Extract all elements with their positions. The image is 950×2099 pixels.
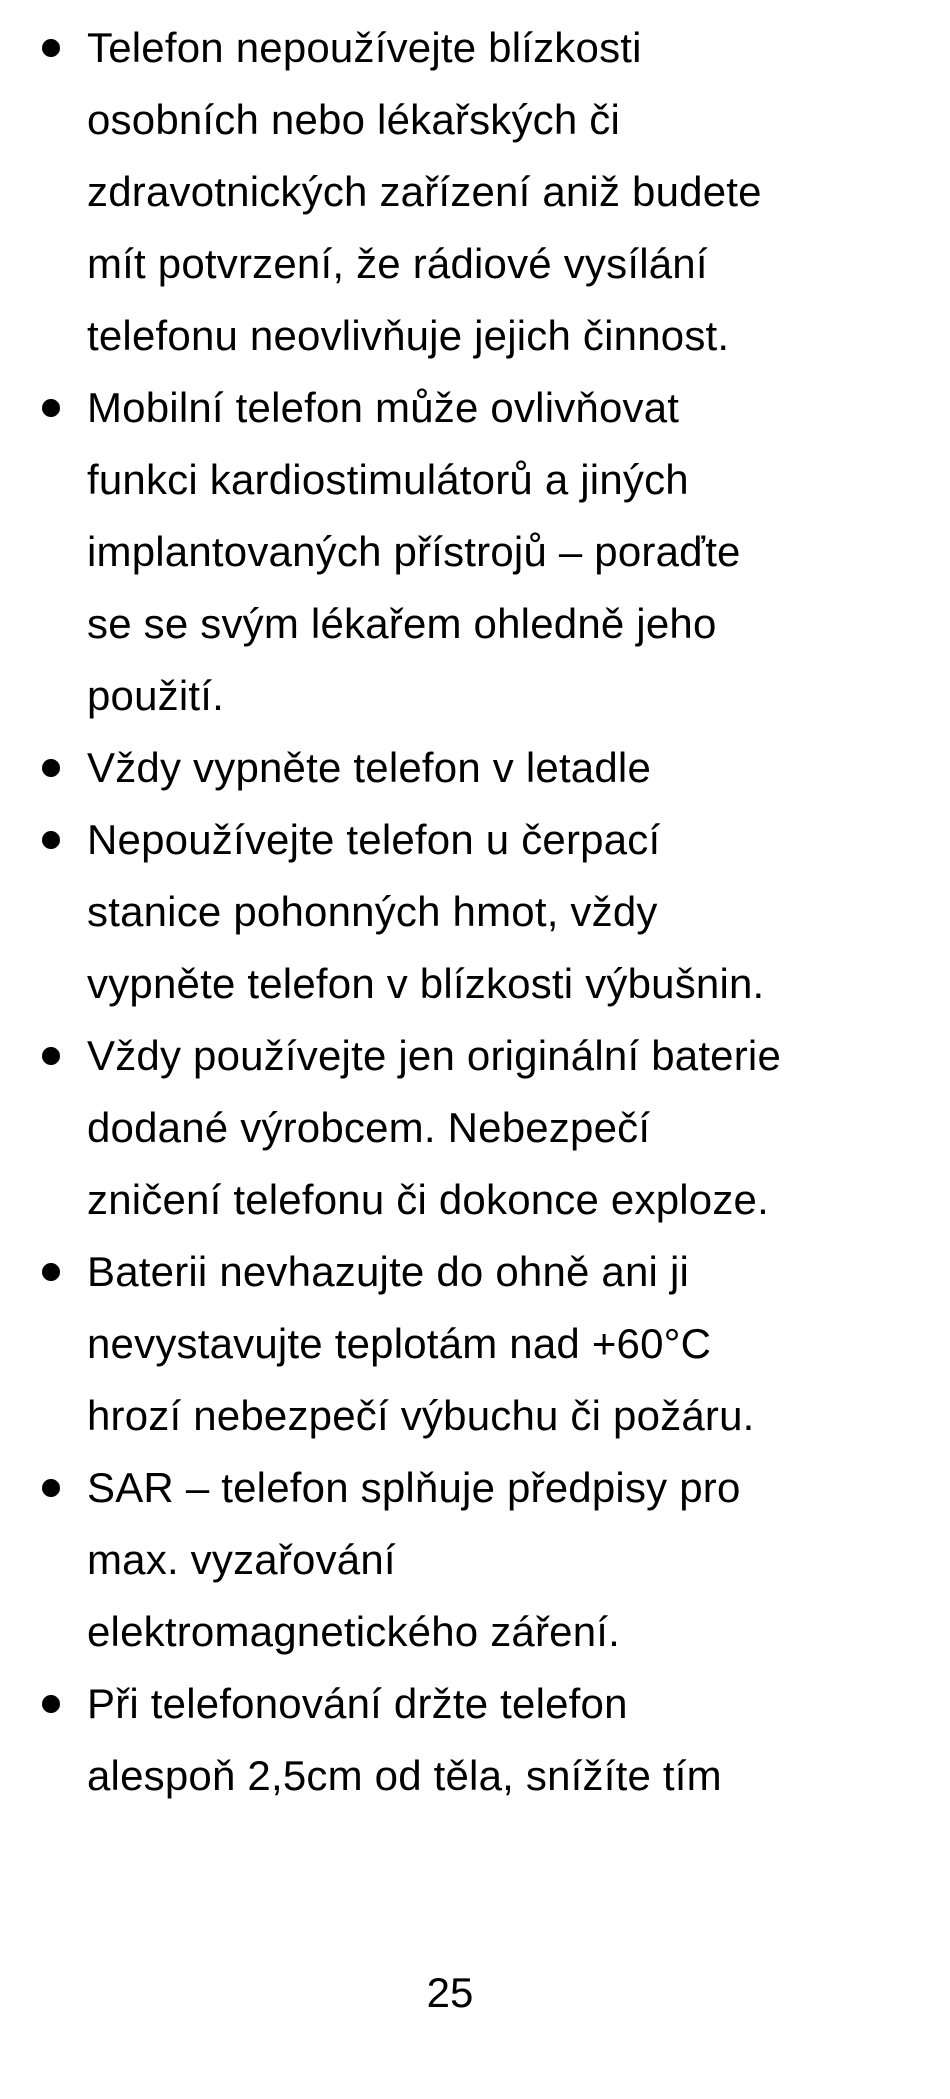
list-item-text: Mobilní telefon může ovlivňovat funkci kardiostimulátorů a jiných implantovaných přístrojů – poraďte se se svým lékařem ohledně jeho použití. [87, 384, 741, 719]
safety-instructions-list [0, 12, 950, 1812]
list-item [0, 1020, 950, 1236]
list-item [0, 1452, 950, 1668]
bullet-icon [42, 39, 60, 57]
bullet-icon [42, 759, 60, 777]
list-item [0, 372, 950, 732]
list-item-text: SAR – telefon splňuje předpisy pro max. vyzařování elektromagnetického záření. [87, 1464, 741, 1655]
list-item-text: Baterii nevhazujte do ohně ani ji nevystavujte teplotám nad +60°C hrozí nebezpečí výbuchu či požáru. [87, 1248, 755, 1439]
list-item [0, 804, 950, 1020]
list-item [0, 732, 950, 804]
list-item [0, 1668, 950, 1812]
list-item-text: Při telefonování držte telefon alespoň 2,5cm od těla, snížíte tím [87, 1680, 722, 1799]
bullet-icon [42, 1479, 60, 1497]
bullet-icon [42, 1047, 60, 1065]
bullet-icon [42, 1695, 60, 1713]
page-number: 25 [426, 1969, 474, 2016]
bullet-icon [42, 399, 60, 417]
list-item [0, 12, 950, 372]
bullet-icon [42, 1263, 60, 1281]
list-item-text: Vždy vypněte telefon v letadle [87, 744, 652, 791]
list-item-text: Nepoužívejte telefon u čerpací stanice pohonných hmot, vždy vypněte telefon v blízkosti výbušnin. [87, 816, 765, 1007]
bullet-icon [42, 831, 60, 849]
list-item-text: Telefon nepoužívejte blízkosti osobních nebo lékařských či zdravotnických zařízení aniž budete mít potvrzení, že rádiové vysílání telefonu neovlivňuje jejich činnost. [87, 24, 762, 359]
list-item [0, 1236, 950, 1452]
list-item-text: Vždy používejte jen originální baterie dodané výrobcem. Nebezpečí zničení telefonu či dokonce exploze. [87, 1032, 782, 1223]
